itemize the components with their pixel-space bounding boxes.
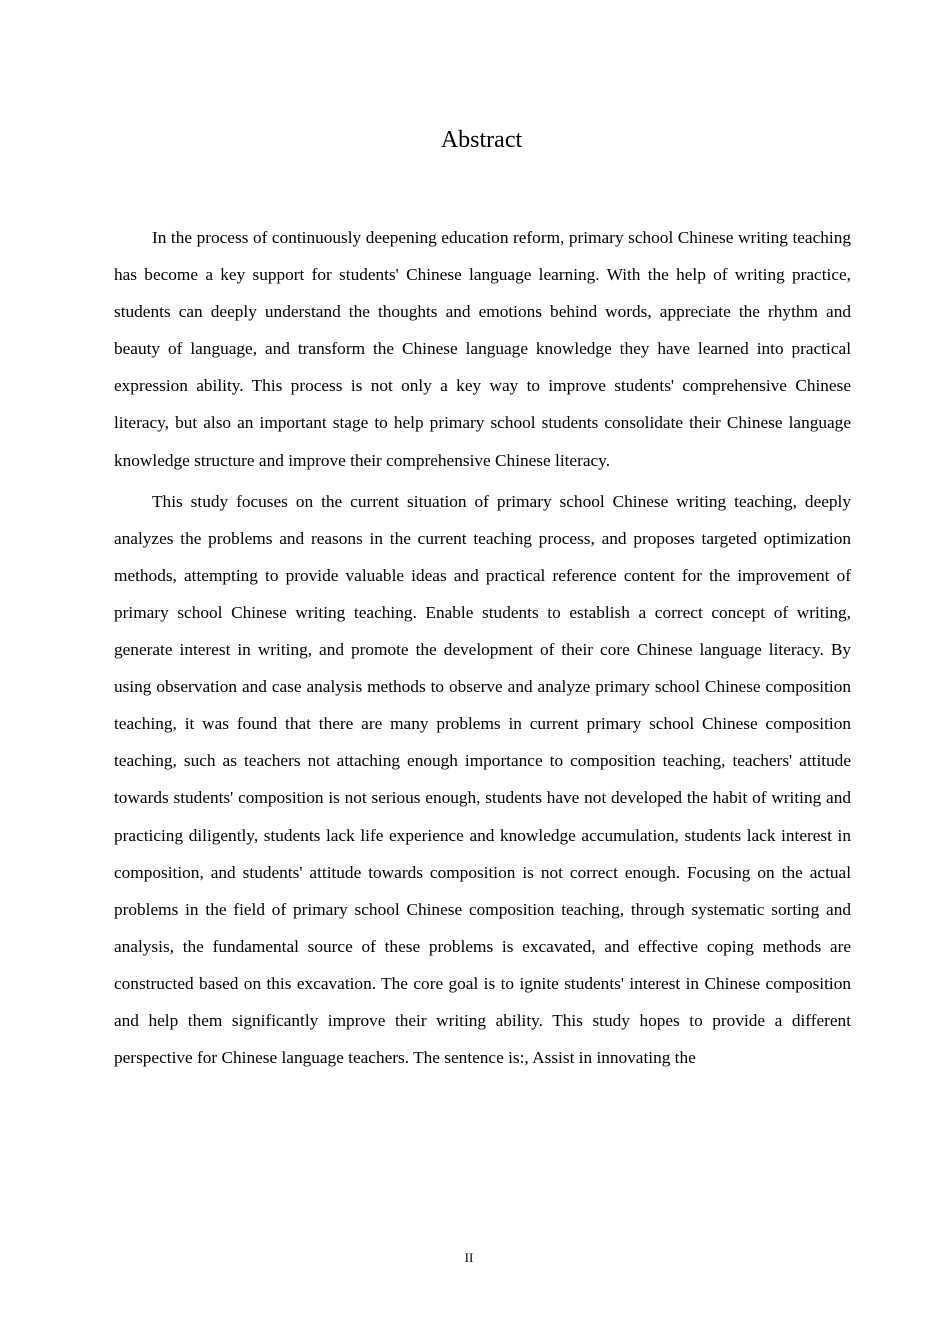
abstract-body — [114, 219, 851, 1080]
abstract-title: Abstract — [440, 127, 523, 153]
page-number: II — [464, 1250, 474, 1265]
abstract-paragraph-1: In the process of continuously deepening education reform, primary school Chinese writing teaching has become a key support for students' Chinese language learning. With the help of writing practice, students can deeply understand the thoughts and emotions behind words, appreciate the rhythm and beauty of language, and transform the Chinese language knowledge they have learned into practical expression ability. This process is not only a key way to improve students' comprehensive Chinese literacy, but also an important stage to help primary school students consolidate their Chinese language knowledge structure and improve their comprehensive Chinese literacy. — [114, 228, 851, 470]
abstract-paragraph-2: This study focuses on the current situation of primary school Chinese writing teaching, deeply analyzes the problems and reasons in the current teaching process, and proposes targeted optimization methods, attempting to provide valuable ideas and practical reference content for the improvement of primary school Chinese writing teaching. Enable students to establish a correct concept of writing, generate interest in writing, and promote the development of their core Chinese language literacy. By using observation and case analysis methods to observe and analyze primary school Chinese composition teaching, it was found that there are many problems in current primary school Chinese composition teaching, such as teachers not attaching enough importance to composition teaching, teachers' attitude towards students' composition is not serious enough, students have not developed the habit of writing and practicing diligently, students lack life experience and knowledge accumulation, students lack interest in composition, and students' attitude towards composition is not correct enough. Focusing on the actual problems in the field of primary school Chinese composition teaching, through systematic sorting and analysis, the fundamental source of these problems is excavated, and effective coping methods are constructed based on this excavation. The core goal is to ignite students' interest in Chinese composition and help them significantly improve their writing ability. This study hopes to provide a different perspective for Chinese language teachers. The sentence is:, Assist in innovating the — [114, 491, 851, 1068]
